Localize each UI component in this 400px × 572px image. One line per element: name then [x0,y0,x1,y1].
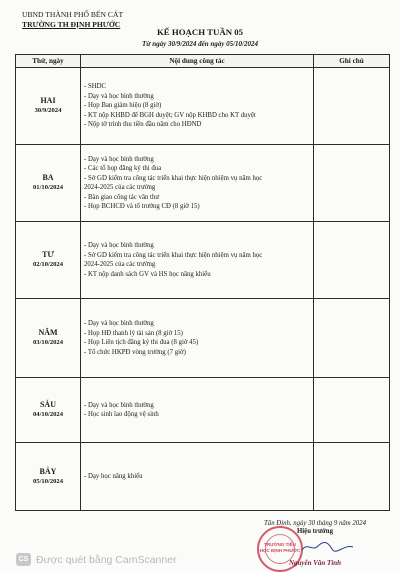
handwritten-signature [300,540,355,554]
day-date: 02/10/2024 [32,261,64,268]
camscanner-watermark [16,553,177,566]
task-item: - Học sinh lao động vệ sinh [84,411,159,418]
tasks-cell [81,378,314,443]
org-line-2: TRƯỜNG TH ĐỊNH PHƯỚC [22,19,121,29]
task-item: - Dạy và học bình thường [84,155,154,163]
column-header-content: Nội dung công tác [81,55,314,68]
weekly-plan-table [15,54,390,511]
task-item: - Dạy học năng khiếu [84,472,143,480]
table-row [16,145,390,222]
day-date: 01/10/2024 [32,184,64,191]
table-row [16,299,390,378]
tasks-cell [81,443,314,511]
table-row [16,443,390,511]
task-item: - KT nộp danh sách GV và HS học năng khiếu [84,270,211,278]
task-item: 2024-2025 của các trường [84,184,156,191]
note-cell [314,378,390,443]
day-cell [16,145,81,222]
task-item: - Các tổ họp đăng ký thi đua [84,165,162,172]
day-date: 04/10/2024 [32,411,64,418]
table-row [16,222,390,299]
task-item: - Dạy và học bình thường [84,92,154,100]
task-item: - Sở GD kiểm tra công tác triển khai thực hiện nhiệm vụ năm học [84,174,263,182]
column-header-day: Thứ, ngày [16,55,81,68]
task-item: - Dạy và học bình thường [84,242,154,249]
tasks-cell [81,145,314,222]
day-name: HAI [40,96,56,105]
signature-name: Nguyễn Văn Tình [288,559,342,567]
task-item: - Họp Ban giám hiệu (8 giờ) [84,102,162,110]
document-subtitle: Từ ngày 30/9/2024 đến ngày 05/10/2024 [142,40,258,48]
day-name: NĂM [38,328,58,337]
task-item: - KT nộp KHBD để BGH duyệt; GV nộp KHBD cho KT duyệt [84,111,256,119]
task-item: - Tổ chức HKPĐ vòng trường (7 giờ) [84,348,186,356]
day-name: BA [42,173,54,182]
task-item: - Bàn giao công tác văn thư [84,193,160,201]
table-row [16,378,390,443]
task-item: - Sở GD kiểm tra công tác triển khai thực hiện nhiệm vụ năm học [84,251,263,259]
signature-role: Hiệu trưởng [297,528,333,535]
note-cell [314,299,390,378]
day-name: SÁU [39,400,56,409]
day-date: 05/10/2024 [32,477,64,485]
day-date: 30/9/2024 [34,107,62,114]
day-date: 03/10/2024 [32,339,64,346]
task-item: - SHDC [84,83,107,91]
document-title: KẾ HOẠCH TUẦN 05 [156,27,244,37]
note-cell [314,443,390,511]
day-cell [16,222,81,299]
note-cell [314,68,390,145]
task-item: - Dạy và học bình thường [84,320,154,327]
stamp-text: TRƯỜNG TIỂU HỌC ĐỊNH PHƯỚC [259,542,301,553]
note-cell [314,145,390,222]
task-item: - Họp HĐ thanh lý tài sản (8 giờ 15) [84,329,183,337]
day-name: BẢY [39,466,57,476]
tasks-cell [81,68,314,145]
task-item: - Nộp tờ trình thu tiền đầu năm cho HĐND [84,121,202,129]
day-name: TƯ [42,250,54,259]
task-item: 2024-2025 của các trường [84,261,156,268]
tasks-cell [81,299,314,378]
day-cell [16,299,81,378]
task-item: - Họp Liên tịch đăng ký thi đua (8 giờ 45) [84,339,199,346]
table-header-row [16,55,390,68]
signature-date: Tân Định, ngày 30 tháng 9 năm 2024 [264,520,366,527]
note-cell [314,222,390,299]
day-cell [16,68,81,145]
task-item: - Họp BCHCĐ và tổ trưởng CĐ (8 giờ 15) [84,203,200,210]
org-line-1: UBND THÀNH PHỐ BẾN CÁT [22,10,124,19]
tasks-cell [81,222,314,299]
task-item: - Dạy và học bình thường [84,401,154,409]
camscanner-logo-icon: CS [16,553,31,566]
day-cell [16,443,81,511]
day-cell [16,378,81,443]
table-row [16,68,390,145]
column-header-note: Ghi chú [314,55,390,68]
watermark-text: Được quét bằng CamScanner [36,553,177,566]
